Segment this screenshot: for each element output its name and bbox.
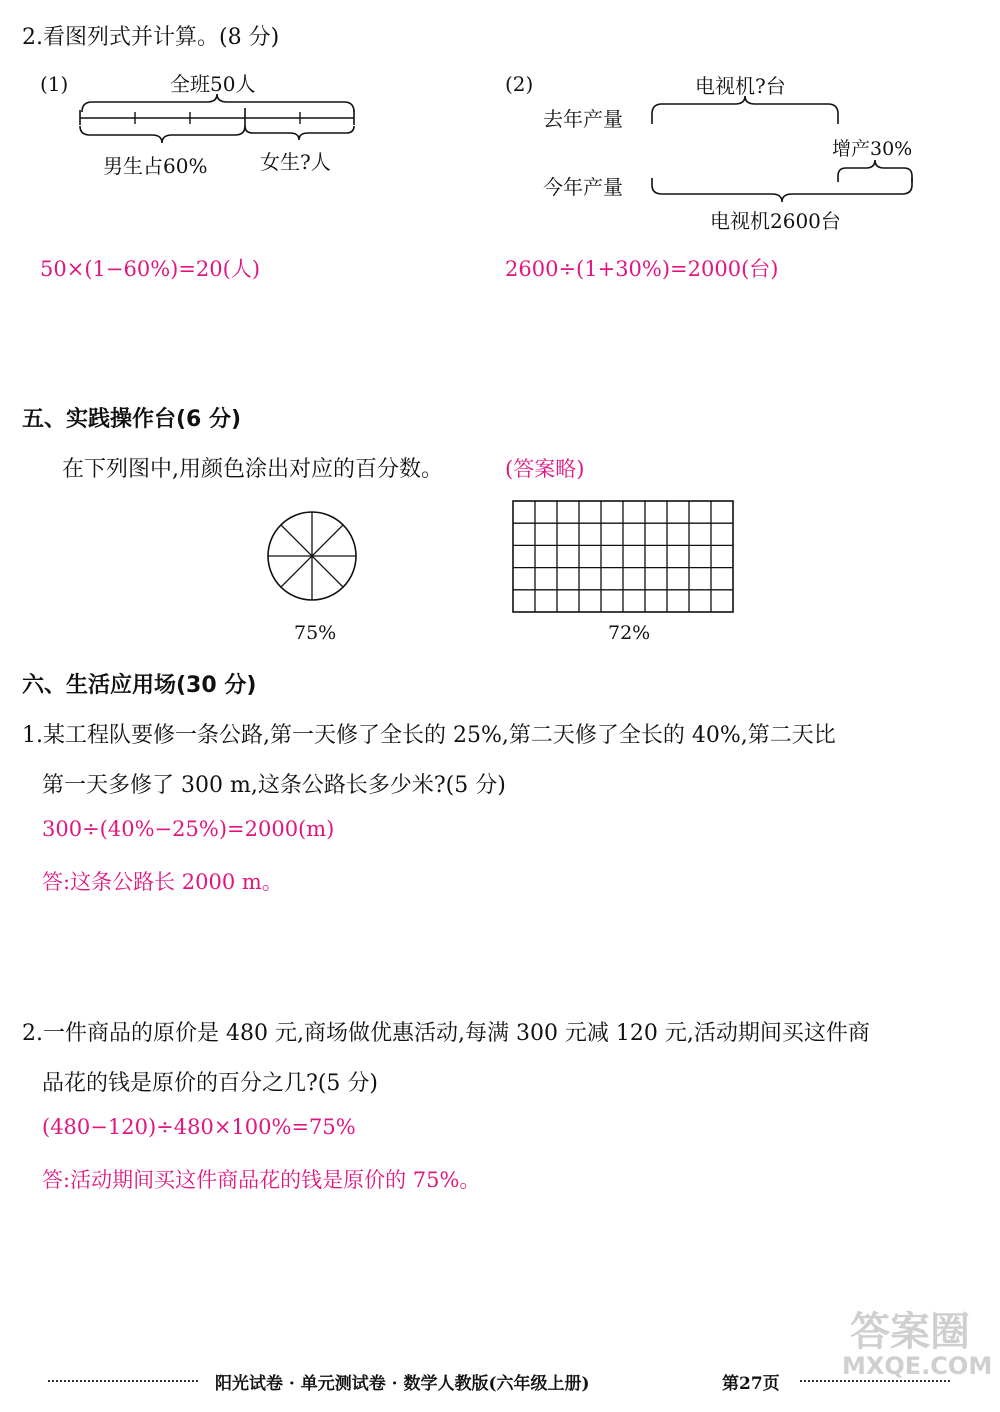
- problem-1-line-2: 第一天多修了 300 m,这条公路长多少米?(5 分): [42, 773, 506, 798]
- problem-1-line-1: 1.某工程队要修一条公路,第一天修了全长的 25%,第二天修了全长的 40%,第二天比: [22, 723, 836, 748]
- this-year-label: 今年产量: [543, 175, 623, 199]
- problem-2-line-1: 2.一件商品的原价是 480 元,商场做优惠活动,每满 300 元减 120 元,活动期间买这件商: [22, 1021, 870, 1046]
- circle-percent-label: 75%: [294, 622, 337, 644]
- tv-total-label: 电视机2600台: [710, 209, 841, 233]
- part-1-label: (1): [40, 72, 69, 96]
- girls-label: 女生?人: [260, 150, 331, 174]
- footer-page-number: 第27页: [722, 1374, 780, 1394]
- problem-2-calc: (480−120)÷480×100%=75%: [42, 1115, 356, 1139]
- problem-2-line-2: 品花的钱是原价的百分之几?(5 分): [42, 1071, 378, 1096]
- tv-unknown-label: 电视机?台: [695, 74, 786, 98]
- problem-1-answer: 答:这条公路长 2000 m。: [42, 870, 283, 894]
- part-2-answer: 2600÷(1+30%)=2000(台): [505, 257, 779, 281]
- increase-label: 增产30%: [832, 138, 913, 160]
- problem-1-calc: 300÷(40%−25%)=2000(m): [42, 817, 335, 841]
- part-1-answer: 50×(1−60%)=20(人): [40, 257, 261, 281]
- boys-label: 男生占60%: [103, 154, 208, 178]
- problem-2-answer: 答:活动期间买这件商品花的钱是原价的 75%。: [42, 1168, 481, 1192]
- class-total-label: 全班50人: [170, 72, 256, 96]
- watermark-url: MXQE.COM: [842, 1352, 993, 1380]
- section-5-instruction: 在下列图中,用颜色涂出对应的百分数。: [62, 457, 443, 482]
- section-6-title: 六、生活应用场(30 分): [22, 673, 257, 698]
- grid-percent-label: 72%: [608, 622, 651, 644]
- circle-eighths: [266, 510, 358, 602]
- segment-diagram-2: [0, 0, 1000, 220]
- question-2-title: 2.看图列式并计算。(8 分): [22, 25, 280, 50]
- last-year-label: 去年产量: [543, 107, 623, 131]
- grid-10x5: [512, 500, 734, 613]
- footer-divider-right: [800, 1380, 950, 1382]
- footer-divider-left: [48, 1380, 198, 1382]
- footer-title: 阳光试卷 · 单元测试卷 · 数学人教版(六年级上册): [215, 1374, 590, 1394]
- watermark-logo-text: 答案圈: [850, 1309, 970, 1355]
- section-5-title: 五、实践操作台(6 分): [22, 407, 242, 432]
- part-2-label: (2): [505, 72, 534, 96]
- section-5-note: (答案略): [505, 457, 585, 481]
